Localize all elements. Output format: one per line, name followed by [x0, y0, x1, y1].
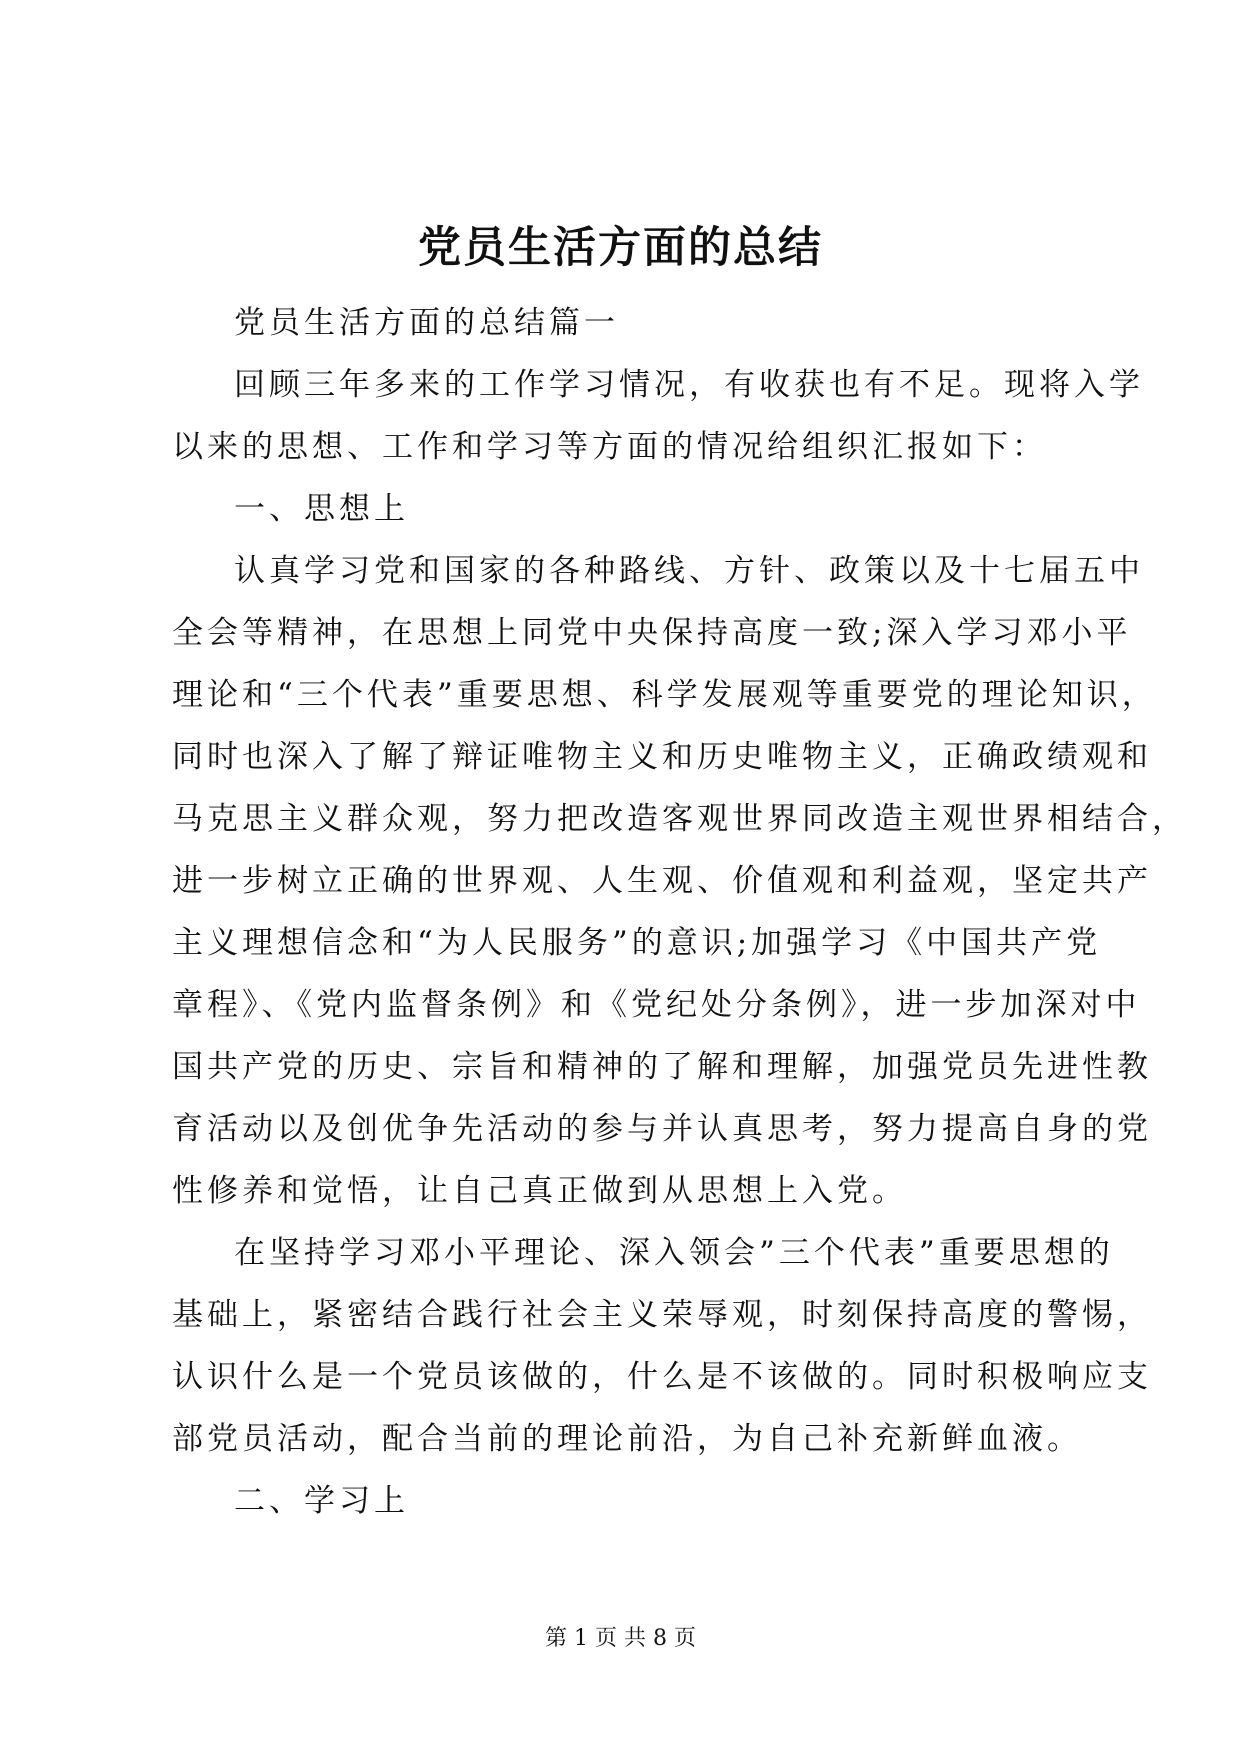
paragraph-line: 理论和“三个代表”重要思想、科学发展观等重要党的理论知识，: [172, 677, 1157, 713]
paragraph-line: 主义理想信念和“为人民服务”的意识;加强学习《中国共产党: [172, 925, 1102, 961]
paragraph-line: 回顾三年多来的工作学习情况，有收获也有不足。现将入学: [234, 367, 1144, 403]
page-number: 第 1 页 共 8 页: [545, 1626, 696, 1651]
paragraph-line: 国共产党的历史、宗旨和精神的了解和理解，加强党员先进性教: [172, 1049, 1152, 1085]
document-title: 党员生活方面的总结: [418, 223, 823, 273]
paragraph-line: 部党员活动，配合当前的理论前沿，为自己补充新鲜血液。: [172, 1421, 1082, 1457]
paragraph-line: 认识什么是一个党员该做的，什么是不该做的。同时积极响应支: [172, 1359, 1152, 1395]
paragraph-line: 认真学习党和国家的各种路线、方针、政策以及十七届五中: [234, 553, 1144, 589]
paragraph-line: 在坚持学习邓小平理论、深入领会”三个代表”重要思想的: [234, 1235, 1114, 1271]
section-heading: 党员生活方面的总结篇一: [234, 305, 619, 341]
section-heading: 一、思想上: [234, 491, 409, 527]
paragraph-line: 全会等精神，在思想上同党中央保持高度一致;深入学习邓小平: [172, 615, 1132, 651]
paragraph-line: 进一步树立正确的世界观、人生观、价值观和利益观，坚定共产: [172, 863, 1152, 899]
paragraph-line: 性修养和觉悟，让自己真正做到从思想上入党。: [172, 1173, 907, 1209]
document-body: [172, 292, 1187, 1532]
section-heading: 二、学习上: [234, 1483, 409, 1519]
paragraph-line: 同时也深入了解了辩证唯物主义和历史唯物主义，正确政绩观和: [172, 739, 1152, 775]
paragraph-line: 以来的思想、工作和学习等方面的情况给组织汇报如下：: [172, 429, 1047, 465]
paragraph-line: 马克思主义群众观，努力把改造客观世界同改造主观世界相结合，: [172, 801, 1187, 837]
paragraph-line: 育活动以及创优争先活动的参与并认真思考，努力提高自身的党: [172, 1111, 1152, 1147]
paragraph-line: 基础上，紧密结合践行社会主义荣辱观，时刻保持高度的警惕，: [172, 1297, 1152, 1333]
paragraph-line: 章程》、《党内监督条例》和《党纪处分条例》，进一步加深对中: [172, 987, 1141, 1023]
